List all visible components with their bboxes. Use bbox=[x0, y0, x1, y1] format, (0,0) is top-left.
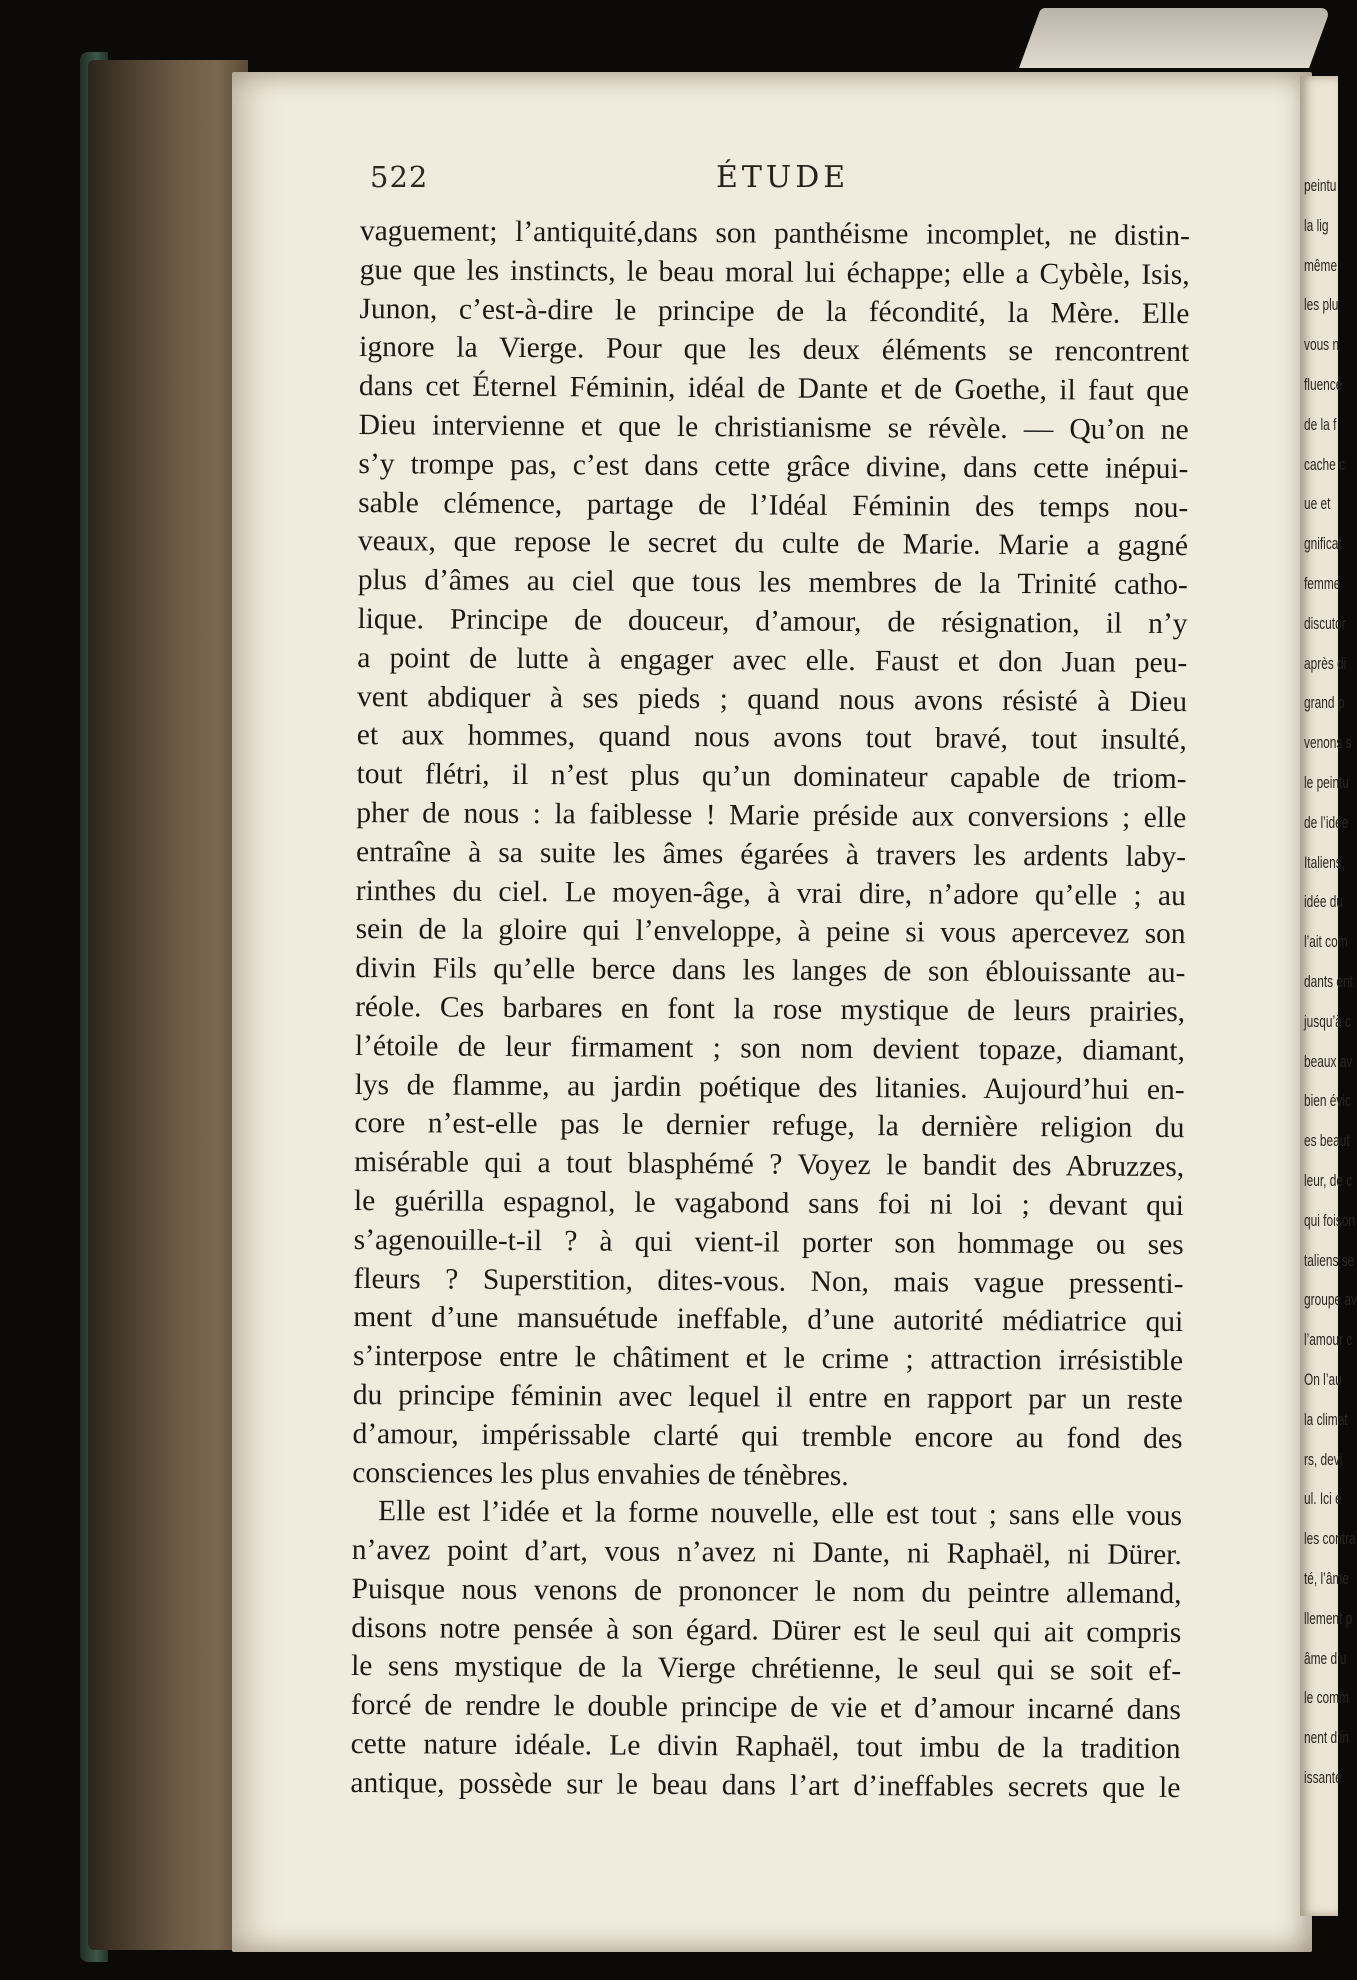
adjacent-page-fragment: l’amour c bbox=[1304, 1330, 1353, 1350]
adjacent-page-fragment: les contra bbox=[1304, 1529, 1356, 1549]
text-line: du principe féminin avec lequel il entre en rapport par un reste bbox=[352, 1378, 1183, 1416]
folded-page-tab bbox=[1019, 8, 1331, 68]
text-line: le guérilla espagnol, le vagabond sans foi ni loi ; devant qui bbox=[353, 1184, 1185, 1222]
adjacent-page-fragment: llement p bbox=[1304, 1608, 1353, 1628]
adjacent-page-fragment: de l’idée bbox=[1304, 812, 1349, 832]
adjacent-page-fragment: les plu bbox=[1304, 295, 1339, 315]
adjacent-page-fragment: leur, de c bbox=[1304, 1171, 1353, 1190]
running-title: ÉTUDE bbox=[716, 160, 850, 195]
text-line: s’y trompe pas, c’est dans cette grâce divine, dans cette inépui- bbox=[358, 447, 1189, 485]
adjacent-page-fragment: qui foison bbox=[1304, 1210, 1355, 1230]
adjacent-page-fragment: té, l’âme bbox=[1304, 1569, 1349, 1588]
adjacent-page-fragment: Italiens, bbox=[1304, 852, 1346, 872]
text-line: misérable qui a tout blasphémé ? Voyez le bandit des Abruzzes, bbox=[354, 1146, 1185, 1184]
text-line: l’étoile de leur firmament ; son nom devient topaze, diamant, bbox=[354, 1029, 1185, 1067]
text-line: le sens mystique de la Vierge chrétienne, le seul qui se soit ef- bbox=[351, 1650, 1182, 1688]
adjacent-page-fragment: après di bbox=[1304, 653, 1347, 673]
text-line: consciences les plus envahies de ténèbres. bbox=[352, 1456, 849, 1492]
adjacent-page-fragment: grand p bbox=[1304, 693, 1345, 713]
text-line: a point de lutte à engager avec elle. Faust et don Juan peu- bbox=[357, 641, 1188, 679]
text-line: disons notre pensée à son égard. Dürer est le seul qui ait compris bbox=[351, 1611, 1182, 1649]
page-header bbox=[370, 160, 1290, 210]
text-line: et aux hommes, quand nous avons tout bravé, tout insulté, bbox=[356, 719, 1187, 757]
adjacent-page-fragment: beaux av bbox=[1304, 1051, 1353, 1071]
text-line: lys de flamme, au jardin poétique des litanies. Aujourd’hui en- bbox=[354, 1068, 1185, 1106]
adjacent-page-fragment: le comm bbox=[1304, 1688, 1349, 1708]
text-line: Puisque nous venons de prononcer le nom du peintre allemand, bbox=[351, 1572, 1182, 1610]
text-line: sable clémence, partage de l’Idéal Féminin des temps nou- bbox=[358, 486, 1189, 524]
text-line: s’agenouille-t-il ? à qui vient-il porter son hommage ou ses bbox=[353, 1223, 1184, 1261]
text-line: antique, possède sur le beau dans l’art d’ineffables secrets que le bbox=[350, 1766, 1181, 1804]
text-line: vaguement; l’antiquité,dans son panthéisme incomplet, ne distin- bbox=[359, 214, 1190, 253]
adjacent-page-fragment: de la f bbox=[1304, 414, 1337, 434]
adjacent-page-fragment: peintu bbox=[1304, 176, 1337, 195]
adjacent-page-fragment: l’ait com bbox=[1304, 932, 1348, 952]
adjacent-page bbox=[1300, 76, 1357, 1916]
adjacent-page-fragment: venons s bbox=[1304, 733, 1352, 753]
text-line: Dieu intervienne et que le christianisme se révèle. — Qu’on ne bbox=[358, 408, 1189, 447]
page-number: 522 bbox=[370, 160, 429, 194]
book-page-edges bbox=[88, 60, 248, 1950]
adjacent-page-fragment: es beaut bbox=[1304, 1131, 1350, 1151]
text-line: vent abdiquer à ses pieds ; quand nous avons résisté à Dieu bbox=[356, 680, 1188, 718]
adjacent-page-fragment: rs, devi bbox=[1304, 1449, 1343, 1469]
adjacent-page-fragment: la climat bbox=[1304, 1409, 1348, 1429]
adjacent-page-fragment: femme bbox=[1304, 574, 1341, 593]
body-text bbox=[350, 212, 1190, 1808]
adjacent-page-fragment: issante bbox=[1304, 1768, 1342, 1787]
adjacent-page-fragment: dants ent bbox=[1304, 972, 1353, 991]
text-line: divin Fils qu’elle berce dans les langes de son éblouissante au- bbox=[355, 952, 1186, 990]
text-line: n’avez point d’art, vous n’avez ni Dante, ni Raphaël, ni Dürer. bbox=[351, 1534, 1182, 1572]
text-line: Junon, c’est-à-dire le principe de la fécondité, la Mère. Elle bbox=[359, 292, 1190, 330]
text-line: rinthes du ciel. Le moyen-âge, à vrai dire, n’adore qu’elle ; au bbox=[355, 874, 1186, 912]
text-line: ment d’une mansuétude ineffable, d’une autorité médiatrice qui bbox=[353, 1301, 1184, 1339]
adjacent-page-fragment: idée du bbox=[1304, 892, 1344, 912]
adjacent-page-fragment: nent d’in bbox=[1304, 1728, 1349, 1748]
text-line: fleurs ? Superstition, dites-vous. Non, mais vague pressenti- bbox=[353, 1262, 1184, 1300]
text-line: d’amour, impérissable clarté qui tremble encore au fond des bbox=[352, 1417, 1183, 1455]
text-line: pher de nous : la faiblesse ! Marie préside aux conversions ; elle bbox=[356, 796, 1187, 835]
text-line: ignore la Vierge. Pour que les deux éléments se rencontrent bbox=[359, 331, 1190, 369]
adjacent-page-fragment: discutor bbox=[1304, 613, 1346, 633]
adjacent-page-fragment: la lig bbox=[1304, 215, 1329, 235]
text-line: tout flétri, il n’est plus qu’un dominateur capable de triom- bbox=[356, 758, 1187, 796]
adjacent-page-fragment: bien évic bbox=[1304, 1091, 1351, 1111]
text-line: s’interpose entre le châtiment et le crime ; attraction irrésistible bbox=[352, 1340, 1184, 1378]
adjacent-page-fragment: ue et bbox=[1304, 494, 1331, 514]
text-line: core n’est-elle pas le dernier refuge, la dernière religion du bbox=[354, 1107, 1185, 1145]
adjacent-page-fragment: même bbox=[1304, 255, 1338, 275]
text-line: réole. Ces barbares en font la rose mystique de leurs prairies, bbox=[355, 990, 1186, 1028]
adjacent-page-fragment: vous n bbox=[1304, 335, 1340, 355]
text-line: cette nature idéale. Le divin Raphaël, tout imbu de la tradition bbox=[350, 1728, 1181, 1766]
adjacent-page-fragment: âme d’u bbox=[1304, 1648, 1347, 1668]
adjacent-page-fragment: fluence bbox=[1304, 375, 1343, 394]
adjacent-page-fragment: On l’au bbox=[1304, 1370, 1342, 1389]
adjacent-page-fragment: ul. Ici e bbox=[1304, 1489, 1342, 1509]
adjacent-page-fragment: jusqu’à c bbox=[1304, 1011, 1351, 1031]
adjacent-page-fragment: cache c bbox=[1304, 454, 1346, 474]
adjacent-page-fragment: le peintu bbox=[1304, 773, 1349, 792]
adjacent-page-fragment: groupe av bbox=[1304, 1290, 1357, 1310]
adjacent-page-fragment: gnificat bbox=[1304, 534, 1342, 554]
text-line: Elle est l’idée et la forme nouvelle, elle est tout ; sans elle vous bbox=[377, 1495, 1183, 1533]
adjacent-page-fragment: taliens se bbox=[1304, 1250, 1355, 1270]
text-line: sein de la gloire qui l’enveloppe, à peine si vous apercevez son bbox=[355, 913, 1186, 951]
text-line: entraîne à sa suite les âmes égarées à travers les ardents laby- bbox=[355, 835, 1187, 873]
text-line: forcé de rendre le double principe de vie et d’amour incarné dans bbox=[350, 1689, 1181, 1727]
text-line: lique. Principe de douceur, d’amour, de résignation, il n’y bbox=[357, 602, 1188, 641]
text-line: gue que les instincts, le beau moral lui échappe; elle a Cybèle, Isis, bbox=[359, 253, 1190, 291]
text-line: dans cet Éternel Féminin, idéal de Dante et de Goethe, il faut que bbox=[358, 370, 1190, 408]
text-line: veaux, que repose le secret du culte de Marie. Marie a gagné bbox=[357, 525, 1189, 563]
text-line: plus d’âmes au ciel que tous les membres de la Trinité catho- bbox=[357, 564, 1188, 602]
